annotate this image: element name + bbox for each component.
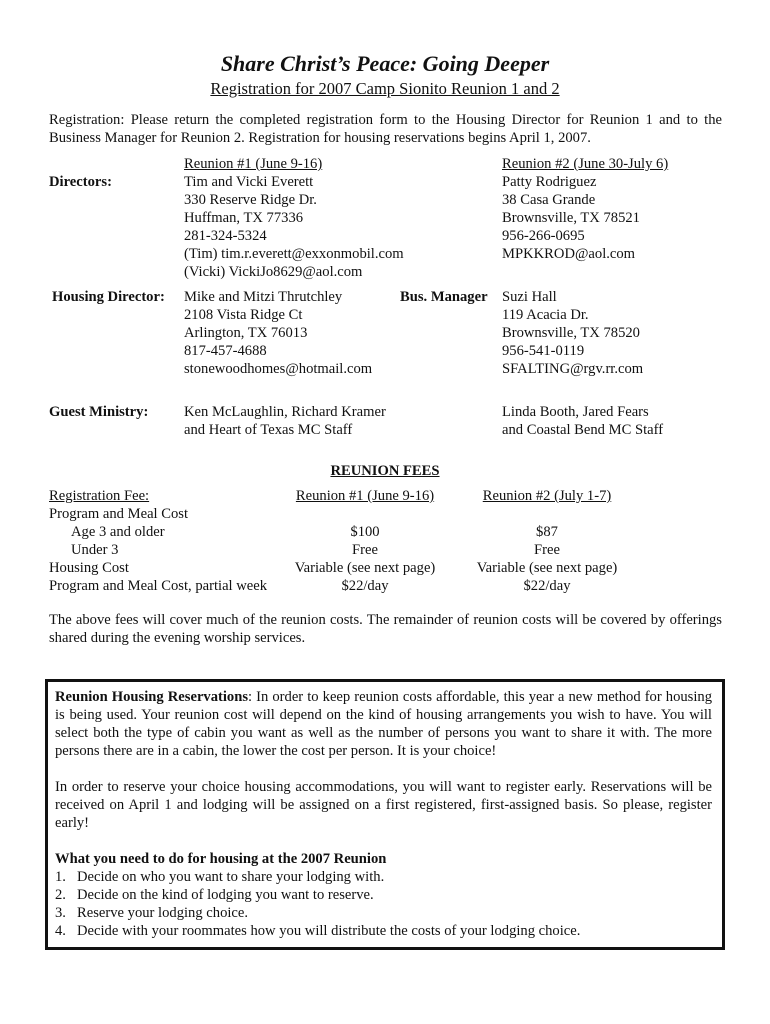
fees-heading: REUNION FEES — [330, 463, 440, 479]
housing-director-line: 817-457-4688 — [184, 343, 267, 359]
reunion1-directors — [184, 173, 404, 281]
reunion1-directors-line: (Tim) tim.r.everett@exxonmobil.com — [184, 246, 404, 262]
fee-reunion2: Variable (see next page) — [476, 560, 618, 576]
fee-label: Under 3 — [71, 542, 119, 558]
list-item — [55, 886, 712, 904]
reunion2-directors-line: 956-266-0695 — [502, 228, 585, 244]
business-manager-label: Bus. Manager — [400, 289, 488, 305]
housing-steps-heading: What you need to do for housing at the 2007 Reunion — [55, 851, 387, 867]
reunion1-ministry — [184, 403, 386, 439]
reunion2-heading: Reunion #2 (June 30-July 6) — [502, 156, 669, 172]
list-item — [55, 922, 712, 940]
step-text: Decide with your roommates how you will distribute the costs of your lodging choice. — [77, 923, 581, 939]
housing-director-line: Arlington, TX 76013 — [184, 325, 308, 341]
business-manager-line: Brownsville, TX 78520 — [502, 325, 640, 341]
guest-ministry-label: Guest Ministry: — [49, 404, 149, 420]
fees-note: The above fees will cover much of the reunion costs. The remainder of reunion costs will be covered by offerings shared during the evening worship services. — [49, 612, 722, 646]
business-manager-line: 119 Acacia Dr. — [502, 307, 589, 323]
reunion1-directors-line: Huffman, TX 77336 — [184, 210, 304, 226]
step-text: Decide on who you want to share your lodging with. — [77, 869, 385, 885]
reunion1-directors-line: 281-324-5324 — [184, 228, 267, 244]
housing-early-paragraph: In order to reserve your choice housing accommodations, you will want to register early. Reservations will be received on April 1 and lodging will be assigned on a first registered, first-assigned basis. So please, register early! — [55, 779, 712, 831]
fees-row — [49, 559, 729, 577]
business-manager-line: 956-541-0119 — [502, 343, 585, 359]
fee-reunion1: $100 — [350, 524, 380, 540]
fees-row — [49, 577, 729, 595]
housing-box-content — [55, 688, 712, 940]
reunion2-ministry — [502, 403, 663, 439]
reunion2-directors-line: MPKKROD@aol.com — [502, 246, 636, 262]
reunion1-directors-line: Tim and Vicki Everett — [184, 174, 314, 190]
housing-intro-text: : In order to keep reunion costs affordable, this year a new method for housing is being used. Your reunion cost will depend on the kind of housing arrangements you wish to have. You will select both the type of cabin you want as well as the number of persons you want to share it with. The more persons there are in a cabin, the lower the cost per person. It is your choice! — [55, 689, 712, 759]
reunion2-directors-line: 38 Casa Grande — [502, 192, 596, 208]
list-item — [55, 868, 712, 886]
business-manager-info — [502, 288, 643, 378]
step-text: Decide on the kind of lodging you want to reserve. — [77, 887, 374, 903]
step-number: 1. — [55, 869, 66, 885]
housing-steps-list — [55, 868, 712, 940]
fee-reunion1: Free — [352, 542, 378, 558]
reunion2-directors-line: Brownsville, TX 78521 — [502, 210, 640, 226]
business-manager-line: Suzi Hall — [502, 289, 557, 305]
fee-label: Program and Meal Cost — [49, 506, 189, 522]
step-text: Reserve your lodging choice. — [77, 905, 249, 921]
fee-label: Program and Meal Cost, partial week — [49, 578, 268, 594]
housing-director-info — [184, 288, 372, 378]
registration-intro: Registration: Please return the completed registration form to the Housing Director for Reunion 1 and to the Business Manager for Reunion 2. Registration for housing reservations begins April 1, 2007. — [49, 112, 722, 146]
fee-reunion1: Variable (see next page) — [294, 560, 436, 576]
reunion1-heading: Reunion #1 (June 9-16) — [184, 156, 323, 172]
directors-label: Directors: — [49, 174, 112, 190]
fee-label: Housing Cost — [49, 560, 129, 576]
fee-reunion1: $22/day — [341, 578, 389, 594]
reunion1-directors-line: (Vicki) VickiJo8629@aol.com — [184, 264, 363, 280]
reunion2-ministry-line: Linda Booth, Jared Fears — [502, 404, 649, 420]
step-number: 3. — [55, 905, 66, 921]
reunion2-directors-line: Patty Rodriguez — [502, 174, 597, 190]
fees-row — [49, 523, 729, 541]
step-number: 2. — [55, 887, 66, 903]
housing-intro-paragraph — [55, 688, 712, 760]
fee-label: Age 3 and older — [71, 524, 165, 540]
housing-director-line: stonewoodhomes@hotmail.com — [184, 361, 373, 377]
fees-row — [49, 541, 729, 559]
housing-reservations-box — [45, 679, 725, 950]
housing-director-line: Mike and Mitzi Thrutchley — [184, 289, 343, 305]
fees-row — [49, 505, 729, 523]
housing-lead: Reunion Housing Reservations — [55, 689, 249, 705]
reunion2-ministry-line: and Coastal Bend MC Staff — [502, 422, 664, 438]
page-title: Share Christ’s Peace: Going Deeper — [220, 51, 550, 76]
fee-reunion2: Free — [534, 542, 560, 558]
reunion1-ministry-line: and Heart of Texas MC Staff — [184, 422, 353, 438]
list-item — [55, 904, 712, 922]
business-manager-line: SFALTING@rgv.rr.com — [502, 361, 644, 377]
fee-reunion2: $87 — [536, 524, 558, 540]
reunion1-ministry-line: Ken McLaughlin, Richard Kramer — [184, 404, 386, 420]
housing-director-label: Housing Director: — [52, 289, 165, 305]
housing-director-line: 2108 Vista Ridge Ct — [184, 307, 303, 323]
fees-header-row — [49, 487, 729, 505]
fees-col-reunion2: Reunion #2 (July 1-7) — [482, 488, 612, 504]
fees-col-reunion1: Reunion #1 (June 9-16) — [295, 488, 435, 504]
step-number: 4. — [55, 923, 66, 939]
reunion1-directors-line: 330 Reserve Ridge Dr. — [184, 192, 317, 208]
reunion2-directors — [502, 173, 640, 263]
page-subtitle: Registration for 2007 Camp Sionito Reunion 1 and 2 — [210, 79, 560, 98]
fee-reunion2: $22/day — [523, 578, 571, 594]
fees-col-label: Registration Fee: — [49, 488, 150, 504]
